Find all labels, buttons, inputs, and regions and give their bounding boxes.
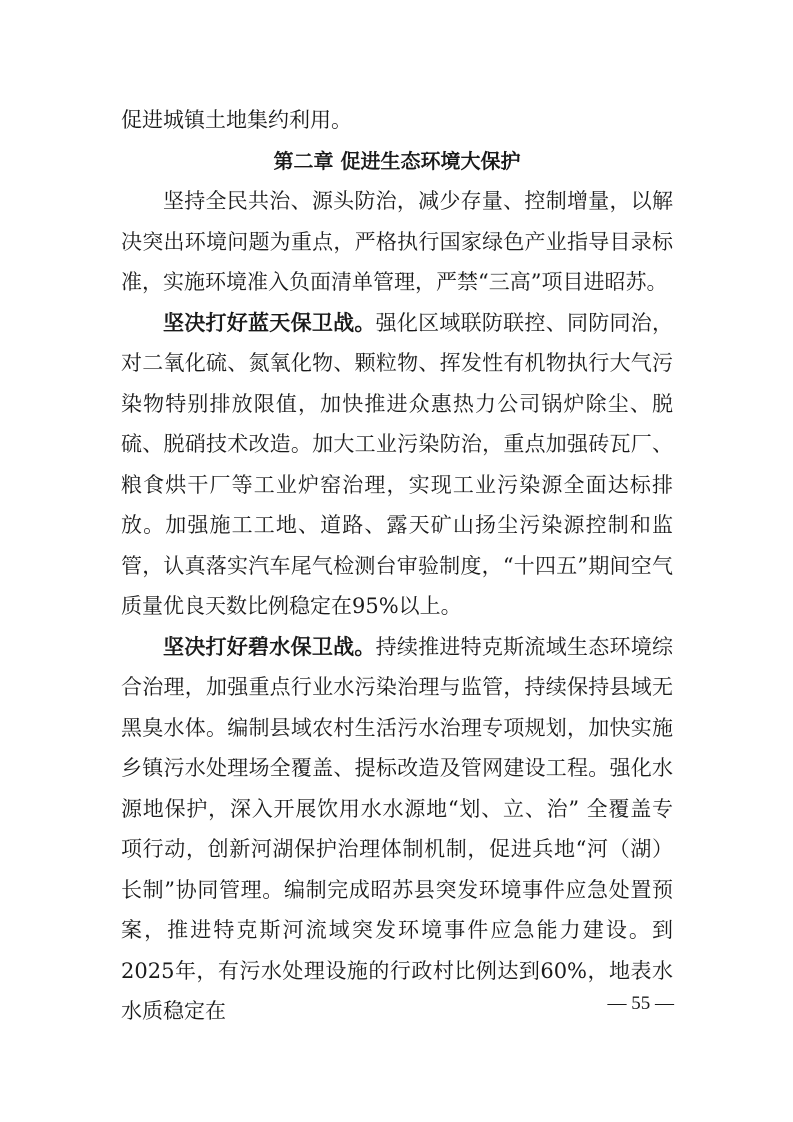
- chapter-heading: 第二章 促进生态环境大保护: [273, 148, 521, 173]
- section-lead-blue-sky: 坚决打好蓝天保卫战。: [163, 310, 376, 335]
- page-number: — 55 —: [607, 993, 674, 1014]
- page-body: [121, 100, 673, 1032]
- intro-paragraph: 坚持全民共治、源头防治，减少存量、控制增量，以解决突出环境问题为重点，严格执行国家绿色产业指导目录标准，实施环境准入负面清单管理，严禁“三高”项目进昭苏。: [121, 189, 673, 294]
- section-paragraph-clear-water: [121, 627, 673, 1032]
- section-lead-clear-water: 坚决打好碧水保卫战。: [163, 634, 376, 659]
- section-paragraph-blue-sky: [121, 303, 673, 627]
- section-body-blue-sky: 强化区域联防联控、同防同治，对二氧化硫、氮氧化物、颗粒物、挥发性有机物执行大气污染物特别排放限值，加快推进众惠热力公司锅炉除尘、脱硫、脱硝技术改造。加大工业污染防治，重点加强砖瓦厂、粮食烘干厂等工业炉窑治理，实现工业污染源全面达标排放。加强施工工地、道路、露天矿山扬尘污染源控制和监管，认真落实汽车尾气检测台审验制度，“十四五”期间空气质量优良天数比例稳定在95%以上。: [121, 310, 673, 618]
- section-body-clear-water: 持续推进特克斯流域生态环境综合治理，加强重点行业水污染治理与监管，持续保持县域无黑臭水体。编制县域农村生活污水治理专项规划，加快实施乡镇污水处理场全覆盖、提标改造及管网建设工程。强化水源地保护，深入开展饮用水水源地“划、立、治” 全覆盖专项行动，创新河湖保护治理体制机制，促进兵地“河（湖）长制”协同管理。编制完成昭苏县突发环境事件应急处置预案，推进特克斯河流域突发环境事件应急能力建设。到2025年，有污水处理设施的行政村比例达到60%，地表水水质稳定在: [121, 634, 673, 1023]
- continued-paragraph: 促进城镇土地集约利用。: [121, 108, 352, 132]
